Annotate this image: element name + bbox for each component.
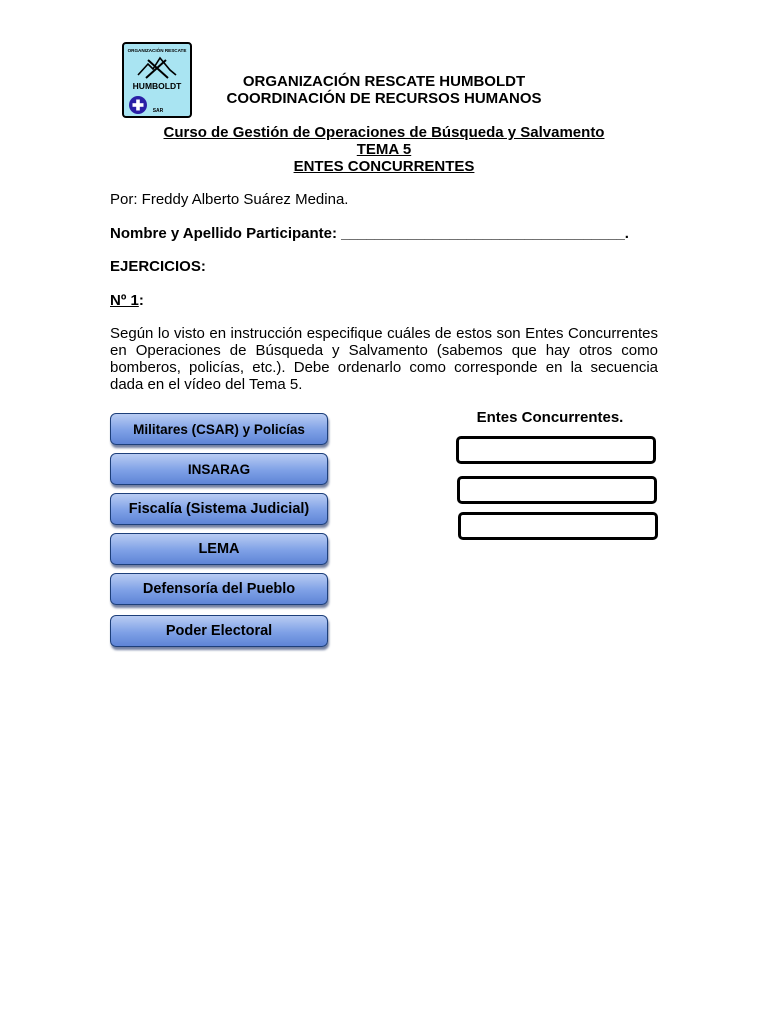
author-line: Por: Freddy Alberto Suárez Medina. <box>110 191 349 208</box>
target-slot-1[interactable] <box>456 436 656 464</box>
course-heading <box>0 124 768 175</box>
target-slot-2[interactable] <box>457 476 657 504</box>
option-fiscalia[interactable]: Fiscalía (Sistema Judicial) <box>110 493 328 525</box>
course-title: Curso de Gestión de Operaciones de Búsqueda y Salvamento <box>163 124 605 141</box>
logo-small-text: SAR <box>152 108 164 114</box>
exercise-number <box>110 292 144 309</box>
logo-top-text: ORGANIZACIÓN RESCATE <box>127 48 187 53</box>
option-lema[interactable]: LEMA <box>110 533 328 565</box>
participant-name-field[interactable]: Nombre y Apellido Participante: __________________________________. <box>110 225 629 242</box>
course-subject: ENTES CONCURRENTES <box>293 158 475 175</box>
option-militares-csar[interactable]: Militares (CSAR) y Policías <box>110 413 328 445</box>
option-defensoria[interactable]: Defensoría del Pueblo <box>110 573 328 605</box>
option-poder-electoral[interactable]: Poder Electoral <box>110 615 328 647</box>
organization-name: ORGANIZACIÓN RESCATE HUMBOLDT <box>242 73 526 90</box>
logo-main-text: HUMBOLDT <box>132 81 182 91</box>
option-insarag[interactable]: INSARAG <box>110 453 328 485</box>
exercise-instructions: Según lo visto en instrucción especifique cuáles de estos son Entes Concurrentes en Operaciones de Búsqueda y Salvamento (sabemos que hay otros como bomberos, policías, etc.). Debe ordenarlo como corresponde en la secuencia dada en el vídeo del Tema 5. <box>110 325 658 393</box>
target-slot-3[interactable] <box>458 512 658 540</box>
exercises-heading: EJERCICIOS: <box>110 258 206 275</box>
exercise-number-suffix: : <box>138 292 144 309</box>
exercise-number-label: Nº 1 <box>110 292 139 309</box>
organization-department: COORDINACIÓN DE RECURSOS HUMANOS <box>226 90 542 107</box>
targets-title: Entes Concurrentes. <box>476 409 624 426</box>
course-topic: TEMA 5 <box>356 141 412 158</box>
